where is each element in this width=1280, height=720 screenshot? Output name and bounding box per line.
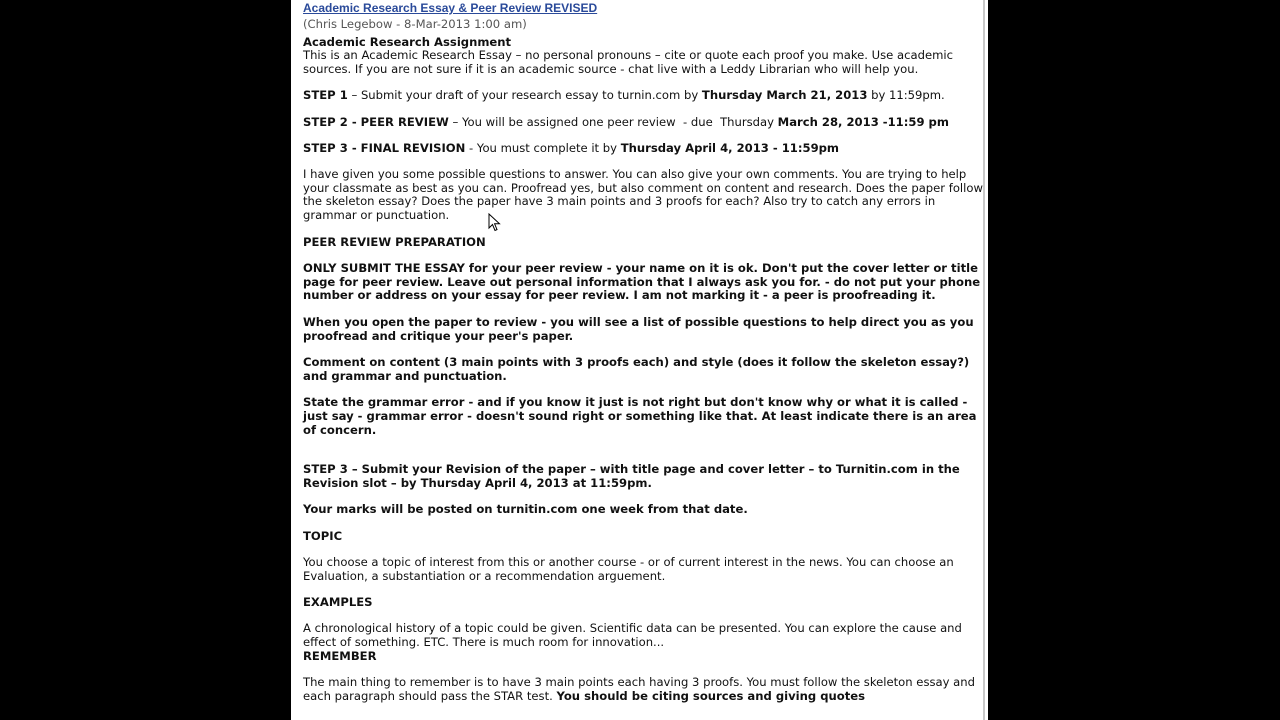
step2-text: – You will be assigned one peer review - due Thursday (448, 114, 778, 129)
prep-paragraph-2: When you open the paper to review - you will see a list of possible questions to help direct you as you proofread and critique your peer's paper. (303, 314, 974, 343)
prep-paragraph-1: ONLY SUBMIT THE ESSAY for your peer review - your name on it is ok. Don't put the cover letter or title page for peer review. Leave out personal information that I always ask you for. - do not put your phone number or address on your essay for peer review. I am not marking it - a peer is proofreading it. (303, 260, 981, 303)
prep-paragraph-4: State the grammar error - and if you know it just is not right but don't know why or what it is called - just say - grammar error - doesn't sound right or something like that. At least indicate there is an area of concern. (303, 394, 977, 437)
intro-paragraph: This is an Academic Research Essay – no personal pronouns – cite or quote each proof you make. Use academic sources. If you are not sure if it is an academic source - chat live with a Leddy Librarian who will help you. (303, 48, 953, 77)
topic-heading: TOPIC (303, 528, 343, 543)
remember-bold-text: You should be citing sources and giving quotes (556, 689, 866, 704)
remember-paragraph (303, 676, 983, 704)
step1-text: – Submit your draft of your research essay to turnin.com by (347, 88, 702, 103)
prep-heading: PEER REVIEW PREPARATION (303, 234, 486, 249)
prep-paragraph-3: Comment on content (3 main points with 3 proofs each) and style (does it follow the skeleton essay?) and grammar and punctuation. (303, 354, 970, 383)
questions-paragraph: I have given you some possible questions to answer. You can also give your own comments. You are trying to help your classmate as best as you can. Proofread yes, but also comment on content and research. Does the paper follow the skeleton essay? Does the paper have 3 main points and 3 proofs for each? Also try to catch any errors in grammar or punctuation. (303, 166, 983, 223)
step2-date: March 28, 2013 -11:59 pm (777, 114, 949, 129)
step1-date: Thursday March 21, 2013 (701, 88, 868, 103)
remember-heading: REMEMBER (303, 649, 377, 663)
remember-text: The main thing to remember is to have 3 main points each having 3 proofs. You must follow the skeleton essay and each paragraph should pass the STAR test. (303, 675, 975, 704)
step1-label: STEP 1 (303, 88, 348, 103)
examples-paragraph: A chronological history of a topic could be given. Scientific data can be presented. You can explore the cause and effect of something. ETC. There is much room for innovation... (303, 621, 962, 650)
step1-paragraph (303, 89, 983, 103)
step2-label: STEP 2 - PEER REVIEW (303, 114, 449, 129)
post-title-link[interactable]: Academic Research Essay & Peer Review REVISED (303, 1, 598, 15)
document-page (291, 0, 988, 720)
post-content (303, 0, 983, 704)
post-meta: (Chris Legebow - 8-Mar-2013 1:00 am) (303, 16, 527, 31)
step3-text: - You must complete it by (465, 141, 621, 156)
assignment-heading: Academic Research Assignment (303, 34, 512, 49)
step3-paragraph (303, 142, 983, 156)
mouse-pointer-icon (488, 213, 502, 233)
step2-paragraph (303, 116, 983, 130)
topic-paragraph: You choose a topic of interest from this or another course - or of current interest in the news. You can choose an Evaluation, a substantiation or a recommendation arguement. (303, 555, 954, 583)
step3-revision-paragraph: STEP 3 – Submit your Revision of the paper – with title page and cover letter – to Turnitin.com in the Revision slot – by Thursday April 4, 2013 at 11:59pm. (303, 462, 960, 491)
page-edge-divider (983, 0, 985, 720)
marks-paragraph: Your marks will be posted on turnitin.com one week from that date. (303, 502, 748, 517)
step1-end: by 11:59pm. (867, 88, 945, 103)
step3-date: Thursday April 4, 2013 - 11:59pm (620, 141, 840, 156)
step3-label: STEP 3 - FINAL REVISION (303, 141, 466, 156)
examples-heading: EXAMPLES (303, 595, 373, 610)
